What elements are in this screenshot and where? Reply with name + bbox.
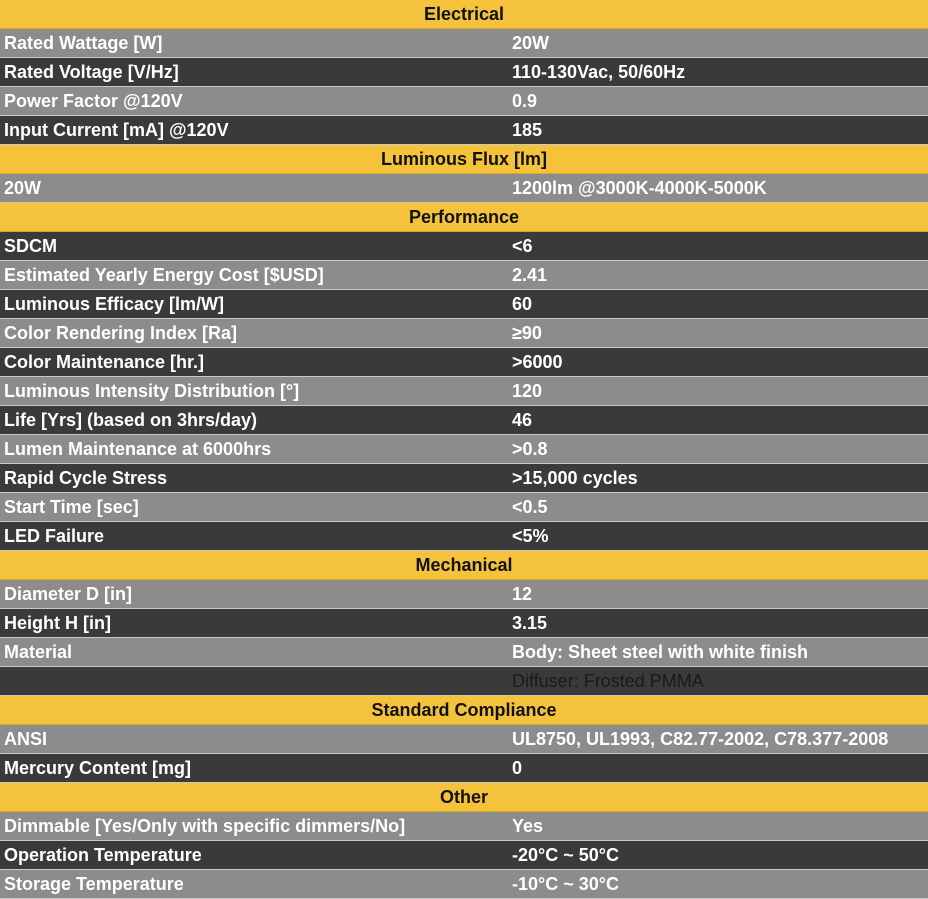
table-row [0, 464, 928, 493]
section-header: Performance [0, 203, 928, 232]
row-value: 0.9 [512, 90, 538, 111]
row-label: Operation Temperature [4, 844, 202, 865]
row-value: 20W [512, 32, 550, 53]
row-label: Material [4, 641, 73, 662]
row-label: Dimmable [Yes/Only with specific dimmers/No] [4, 815, 406, 836]
row-label: Input Current [mA] @120V [4, 119, 229, 140]
row-value: -10°C ~ 30°C [512, 873, 619, 894]
row-label: Diameter D [in] [4, 583, 133, 604]
row-label: Height H [in] [4, 612, 111, 633]
row-value: ≥90 [512, 322, 542, 343]
section-header: Other [0, 783, 928, 812]
row-value: 46 [512, 409, 533, 430]
table-row [0, 261, 928, 290]
row-label: Rated Voltage [V/Hz] [4, 61, 179, 82]
row-value: >0.8 [512, 438, 548, 459]
table-row [0, 493, 928, 522]
row-value: >6000 [512, 351, 563, 372]
table-row [0, 290, 928, 319]
table-row [0, 377, 928, 406]
row-value: <5% [512, 525, 549, 546]
section-header: Electrical [0, 0, 928, 29]
row-value: 60 [512, 293, 533, 314]
row-value: >15,000 cycles [512, 467, 638, 488]
table-row [0, 232, 928, 261]
row-value: Body: Sheet steel with white finish [512, 641, 809, 662]
table-row [0, 58, 928, 87]
row-value: -20°C ~ 50°C [512, 844, 619, 865]
row-label: LED Failure [4, 525, 105, 546]
row-label: Color Maintenance [hr.] [4, 351, 205, 372]
row-label: Mercury Content [mg] [4, 757, 192, 778]
row-value: 1200lm @3000K-4000K-5000K [512, 177, 767, 198]
row-label: ANSI [4, 728, 48, 749]
row-label: Estimated Yearly Energy Cost [$USD] [4, 264, 324, 285]
table-row [0, 754, 928, 783]
row-value: Diffuser: Frosted PMMA [512, 670, 704, 691]
row-label: Rapid Cycle Stress [4, 467, 168, 488]
row-label: Luminous Intensity Distribution [°] [4, 380, 300, 401]
table-row [0, 87, 928, 116]
row-label: Power Factor @120V [4, 90, 183, 111]
table-row [0, 435, 928, 464]
row-value: UL8750, UL1993, C82.77-2002, C78.377-2008 [512, 728, 889, 749]
table-row [0, 667, 928, 696]
table-row [0, 522, 928, 551]
table-row [0, 638, 928, 667]
row-label: Color Rendering Index [Ra] [4, 322, 238, 343]
table-row [0, 841, 928, 870]
table-row [0, 609, 928, 638]
row-value: <0.5 [512, 496, 548, 517]
row-value: Yes [512, 815, 544, 836]
row-label: 20W [4, 177, 42, 198]
table-row [0, 580, 928, 609]
row-label: Life [Yrs] (based on 3hrs/day) [4, 409, 258, 430]
section-header: Standard Compliance [0, 696, 928, 725]
row-value: <6 [512, 235, 533, 256]
row-label: Luminous Efficacy [lm/W] [4, 293, 225, 314]
table-row [0, 348, 928, 377]
table-row [0, 812, 928, 841]
row-value: 3.15 [512, 612, 548, 633]
section-header: Mechanical [0, 551, 928, 580]
row-label: Lumen Maintenance at 6000hrs [4, 438, 272, 459]
row-value: 2.41 [512, 264, 548, 285]
section-header: Luminous Flux [lm] [0, 145, 928, 174]
table-row [0, 406, 928, 435]
row-label: Storage Temperature [4, 873, 184, 894]
table-row [0, 870, 928, 899]
row-label: SDCM [4, 235, 57, 256]
table-row [0, 29, 928, 58]
row-label: Start Time [sec] [4, 496, 139, 517]
row-value: 0 [512, 757, 523, 778]
row-value: 185 [512, 119, 543, 140]
row-value: 120 [512, 380, 543, 401]
table-row [0, 116, 928, 145]
table-row [0, 319, 928, 348]
table-row [0, 174, 928, 203]
row-label: Rated Wattage [W] [4, 32, 163, 53]
row-value: 110-130Vac, 50/60Hz [512, 61, 686, 82]
row-value: 12 [512, 583, 533, 604]
table-row [0, 725, 928, 754]
